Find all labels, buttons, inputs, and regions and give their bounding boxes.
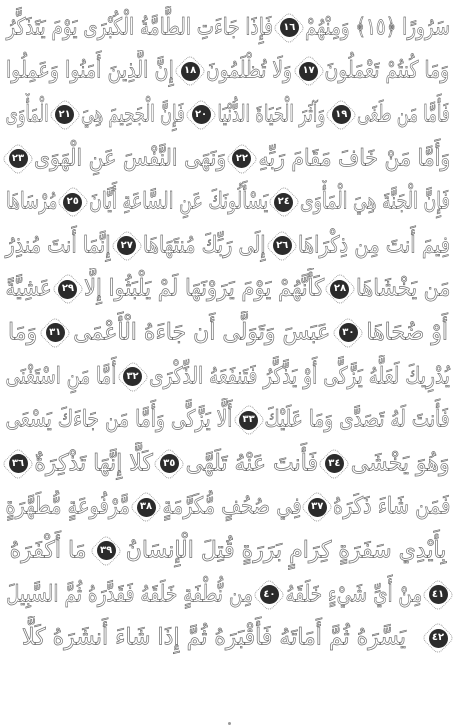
verse-text: مِن نُّطْفَةٍ خَلَقَهُ فَقَدَّرَهُ ثُمَّ السَّبِيلَ [6, 580, 254, 608]
verse-text: مَا أَكْفَرَهُ [9, 537, 87, 564]
verse-text-segment [4, 486, 132, 530]
verse-text: مُرْسَاهَا [5, 188, 58, 215]
ayah-number-marker [121, 365, 145, 389]
verse-text-segment [32, 137, 228, 181]
verse-text-segment [298, 180, 452, 224]
verse-text: كَأَنَّهُمْ يَوْمَ يَرَوْنَهَا لَمْ يَلْبَثُوا إِلَّا [83, 275, 325, 302]
verse-text: فَإِنَّ الْجَنَّةَ هِيَ الْمَأْوَى [299, 188, 450, 215]
ayah-number: ٣٤ [325, 454, 344, 473]
quran-line [4, 93, 452, 137]
verse-text-segment [4, 268, 54, 312]
ayah-number: ٣٦ [9, 454, 28, 473]
ayah-number-marker [230, 147, 254, 171]
ayah-number: ٤٢ [429, 629, 448, 648]
ayah-number: ١٩ [332, 105, 351, 124]
verse-text-segment [4, 6, 275, 50]
ayah-number: ١٦ [280, 18, 299, 37]
verse-text-segment [263, 398, 452, 442]
ayah-number-marker [94, 539, 118, 563]
ayah-number: ٤١ [429, 585, 448, 604]
verse-text-segment [362, 311, 452, 355]
verse-text: وَهُوَ يَخْشَى [350, 450, 450, 477]
ayah-number-marker [322, 452, 346, 476]
ayah-number-marker [53, 103, 77, 127]
ayah-number-marker [157, 452, 181, 476]
verse-text: مَن يَخْشَاهَا [355, 275, 451, 302]
verse-text-segment [354, 268, 452, 312]
ayah-number-marker [277, 16, 301, 40]
quran-line [4, 268, 452, 312]
verse-text: عَشِيَّةً [5, 275, 53, 302]
ayah-number-marker [6, 452, 30, 476]
ayah-number: ٣٠ [339, 323, 358, 342]
verse-text: يُدْرِيكَ لَعَلَّهُ يَزَّكَّى أَوْ يَذَّكَّرُ فَتَنفَعَهُ الذِّكْرَى [148, 362, 450, 390]
ayah-number-marker [237, 408, 261, 432]
verse-text-segment [4, 50, 176, 94]
verse-text-segment [183, 442, 320, 486]
quran-line [4, 180, 452, 224]
verse-text: إِنَّ الَّذِينَ أَمَنُوا وَعَمِلُوا [6, 57, 174, 84]
ayah-number-marker [305, 495, 329, 519]
verse-text-segment [355, 93, 452, 137]
ayah-number: ٣٩ [97, 541, 116, 560]
quran-line [4, 398, 452, 442]
verse-text-segment [87, 180, 270, 224]
ayah-number: ٣١ [46, 323, 65, 342]
verse-text-segment [82, 268, 326, 312]
ayah-number-marker [426, 626, 450, 650]
verse-text: فَأَنتَ لَهُ تَصَدَّى وَمَا عَلَيْكَ [264, 406, 450, 433]
quran-line [4, 311, 452, 355]
quran-line [4, 6, 452, 50]
ayah-number: ٣٥ [160, 454, 179, 473]
verse-text-segment [215, 93, 327, 137]
ayah-number: ١٨ [181, 62, 200, 81]
quran-line [4, 442, 452, 486]
ayah-number-marker [336, 321, 360, 345]
ayah-number: ٤٠ [260, 585, 279, 604]
verse-text-segment [4, 355, 119, 399]
ayah-number: ٣٨ [137, 498, 156, 517]
verse-text: سَرُورًا ﴿١٥﴾ وَمِنْهُمْ [305, 14, 451, 41]
verse-text-segment [4, 311, 41, 355]
ayah-number: ٣٧ [308, 498, 327, 517]
verse-text-segment [331, 486, 452, 530]
verse-text: الْمَأْوَى [5, 101, 49, 128]
verse-text-segment [256, 137, 452, 181]
ayah-number: ٢٤ [274, 193, 293, 212]
verse-text: وَأَمَّا مَنْ خَافَ مَقَامَ رَبِّهِ [258, 144, 450, 172]
verse-text-segment [120, 529, 452, 573]
ayah-number: ٣٣ [239, 411, 258, 430]
ayah-number-marker [272, 190, 296, 214]
ayah-number-marker [178, 59, 202, 83]
verse-text-segment [296, 224, 452, 268]
verse-text-segment [79, 93, 187, 137]
verse-text: يَسْأَلُونَكَ عَنِ السَّاعَةِ أَيَّانَ [88, 188, 268, 215]
ayah-number-marker [257, 583, 281, 607]
ayah-number: ٢٢ [232, 149, 251, 168]
verse-text-segment [141, 224, 268, 268]
verse-text-segment [32, 442, 155, 486]
ayah-number: ٢٨ [330, 280, 349, 299]
ayah-number-marker [328, 277, 352, 301]
ayah-number-marker [134, 495, 158, 519]
verse-text: يَسَّرَهُ ثُمَّ أَمَاتَهُ فَأَقْبَرَهُ ثُمَّ إِذَا شَاءَ أَنشَرَهُ كَلَّا [21, 624, 407, 651]
verse-text: وَمَا كُنتُمْ تَعْمَلُونَ [324, 57, 450, 84]
quran-line [4, 486, 452, 530]
verse-text-segment [4, 398, 235, 442]
quran-line [4, 616, 452, 660]
ayah-number-marker [426, 583, 450, 607]
verse-text: أَوْ ضُحَاهَا [366, 319, 448, 346]
ayah-number: ٢٠ [192, 105, 211, 124]
verse-text: كَلَّا إِنَّهَا تَذْكِرَةٌ [34, 450, 153, 477]
verse-text: وَلَا تُظْلَمُونَ [206, 57, 293, 84]
verse-text: فَإِذَا جَاءَتِ الطَّامَّةُ الْكُبْرَى يَوْمَ يَتَذَكَّرُ [6, 14, 273, 41]
quran-line [4, 573, 452, 617]
ayah-number-marker [56, 277, 80, 301]
verse-text: أَلَّا يَزَّكَّى وَأَمَّا مَن جَاءَكَ يَسْعَى [5, 406, 233, 433]
quran-line [4, 224, 452, 268]
ayah-number: ٢٧ [117, 236, 136, 255]
verse-text-segment [4, 93, 51, 137]
verse-text-segment [348, 442, 452, 486]
verse-text: أَمَّا مَنِ اسْتَغْنَى [5, 362, 117, 390]
verse-text-segment [303, 6, 452, 50]
verse-text: وَنَهَى النَّفْسَ عَنِ الْهَوَى [33, 144, 227, 172]
ayah-number: ٢٩ [58, 280, 77, 299]
ayah-number: ٢١ [55, 105, 74, 124]
verse-text-segment [4, 224, 113, 268]
quran-line [4, 50, 452, 94]
verse-text: فَأَمَّا مَن طَغَى [357, 101, 451, 128]
verse-text: وَمَا [8, 319, 38, 346]
ayah-number-marker [6, 147, 30, 171]
verse-text: إِنَّمَا أَنتَ مُنذِرُ [5, 232, 111, 259]
verse-text: فَأَنتَ عَنْهُ تَلَهَّى [185, 450, 318, 477]
ayah-number-marker [61, 190, 85, 214]
quran-line [4, 529, 452, 573]
verse-text: إِلَى رَبِّكَ مُنتَهَاهَا [143, 232, 266, 259]
ayah-number-marker [189, 103, 213, 127]
verse-text: فِي صُحُفٍ مُّكَرَّمَةٍ [162, 493, 302, 520]
page-end-dot [228, 722, 231, 725]
ayah-number-marker [270, 234, 294, 258]
ayah-number-marker [115, 234, 139, 258]
verse-text-segment [4, 180, 59, 224]
verse-text-segment [204, 50, 294, 94]
ayah-number: ١٧ [299, 62, 318, 81]
verse-text: فَإِنَّ الْجَحِيمَ هِيَ [80, 101, 185, 128]
verse-text: عَبَسَ وَتَوَلَّى أَن جَاءَهُ الْأَعْمَى [73, 319, 331, 346]
ayah-number: ٢٥ [63, 193, 82, 212]
ayah-number: ٣٢ [123, 367, 142, 386]
verse-text: مِنْ أَيِّ شَيْءٍ خَلَقَهُ [285, 580, 423, 608]
ayah-number-marker [43, 321, 67, 345]
verse-text-segment [4, 616, 424, 660]
verse-text: فِيمَ أَنتَ مِن ذِكْرَاهَا [298, 232, 451, 259]
ayah-number-marker [297, 59, 321, 83]
quran-line [4, 355, 452, 399]
quran-line [4, 137, 452, 181]
verse-text: وَآثَرَ الْحَيَاةَ الدُّنْيَا [217, 101, 326, 128]
verse-text-segment [4, 529, 92, 573]
verse-text-segment [147, 355, 452, 399]
verse-text: مَّرْفُوعَةٍ مُّطَهَّرَةٍ [5, 493, 131, 520]
ayah-number: ٢٣ [9, 149, 28, 168]
verse-text: بِأَيْدِي سَفَرَةٍ كِرَامٍ بَرَرَةٍ قُتِلَ الْإِنسَانُ [125, 537, 447, 564]
verse-text: فَمَن شَاءَ ذَكَرَهُ [332, 493, 451, 520]
ayah-number-marker [329, 103, 353, 127]
verse-text-segment [323, 50, 452, 94]
verse-text-segment [69, 311, 334, 355]
verse-text-segment [4, 573, 255, 617]
verse-text-segment [160, 486, 303, 530]
ayah-number: ٢٦ [273, 236, 292, 255]
verse-text-segment [283, 573, 424, 617]
